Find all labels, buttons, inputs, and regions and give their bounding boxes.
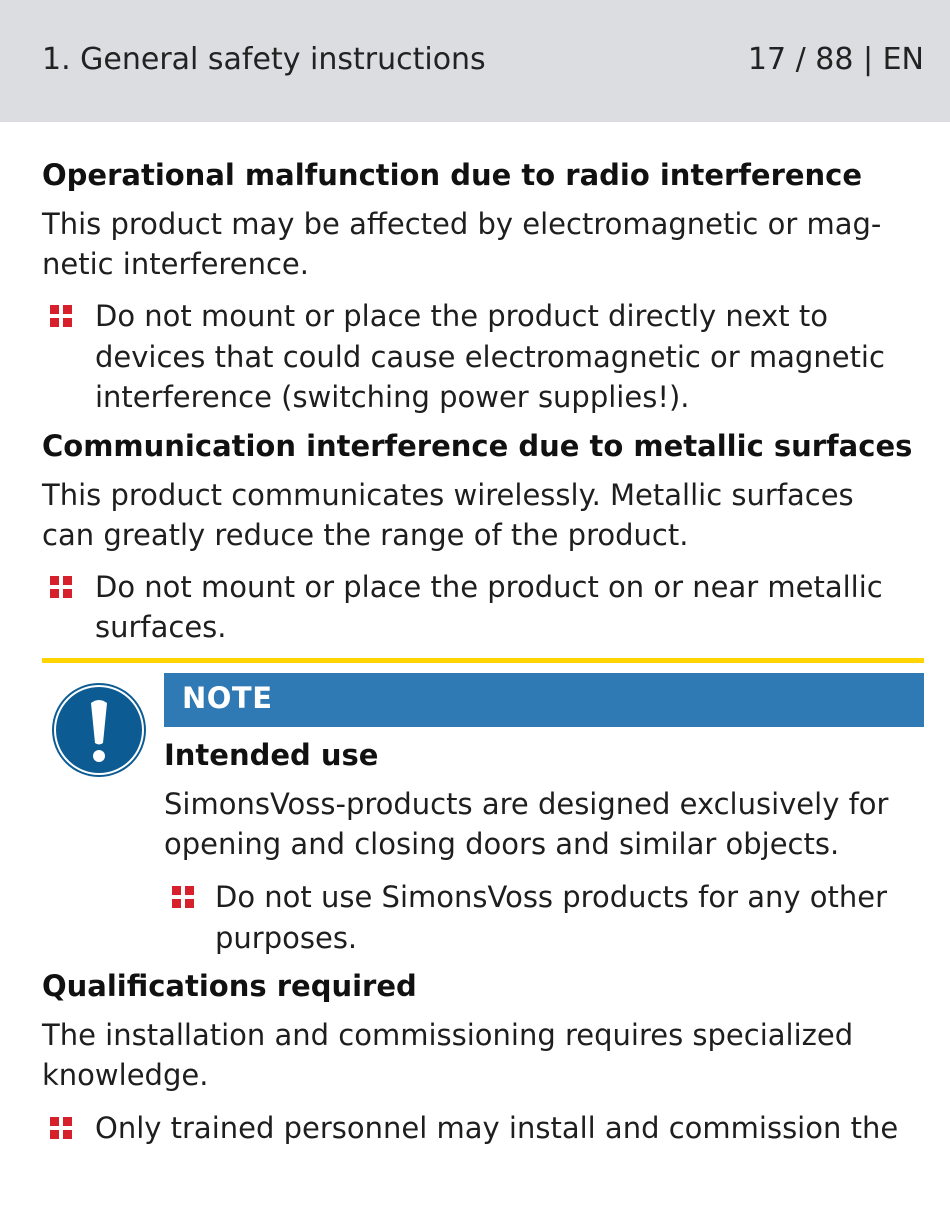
bullet-icon [50, 576, 72, 598]
section-title: 1. General safety instructions [42, 42, 486, 77]
body-line: can greatly reduce the range of the product. [42, 518, 689, 552]
bullet-line: Do not mount or place the product directly next to [95, 299, 828, 333]
exclamation-circle-icon [50, 681, 148, 779]
note-heading: Intended use [164, 738, 379, 772]
bullet-line: Only trained personnel may install and commission the [95, 1111, 899, 1145]
page-header [0, 0, 950, 122]
bullet-icon [50, 1117, 72, 1139]
page-number: 17 / 88 | EN [747, 42, 924, 77]
body-line: This product may be affected by electromagnetic or mag- [42, 207, 882, 241]
bullet-line: devices that could cause electromagnetic or magnetic [95, 340, 885, 374]
note-banner [164, 673, 924, 727]
bullet-icon [172, 886, 194, 908]
note-body-line: opening and closing doors and similar objects. [164, 827, 840, 861]
note-body-line: SimonsVoss-products are designed exclusively for [164, 787, 889, 821]
section-heading: Communication interference due to metallic surfaces [42, 429, 913, 463]
body-line: knowledge. [42, 1058, 209, 1092]
bullet-line: Do not mount or place the product on or near metallic [95, 570, 883, 604]
note-divider [42, 658, 924, 663]
body-line: netic interference. [42, 247, 309, 281]
body-line: This product communicates wirelessly. Metallic surfaces [42, 478, 854, 512]
bullet-line: surfaces. [95, 610, 227, 644]
bullet-line: interference (switching power supplies!). [95, 380, 690, 414]
note-bullet-line: purposes. [215, 921, 358, 955]
bullet-icon [50, 305, 72, 327]
note-label: NOTE [182, 681, 273, 715]
section-heading: Qualifications required [42, 969, 417, 1003]
note-bullet-line: Do not use SimonsVoss products for any other [215, 880, 888, 914]
section-heading: Operational malfunction due to radio interference [42, 158, 863, 192]
body-line: The installation and commissioning requires specialized [42, 1018, 854, 1052]
